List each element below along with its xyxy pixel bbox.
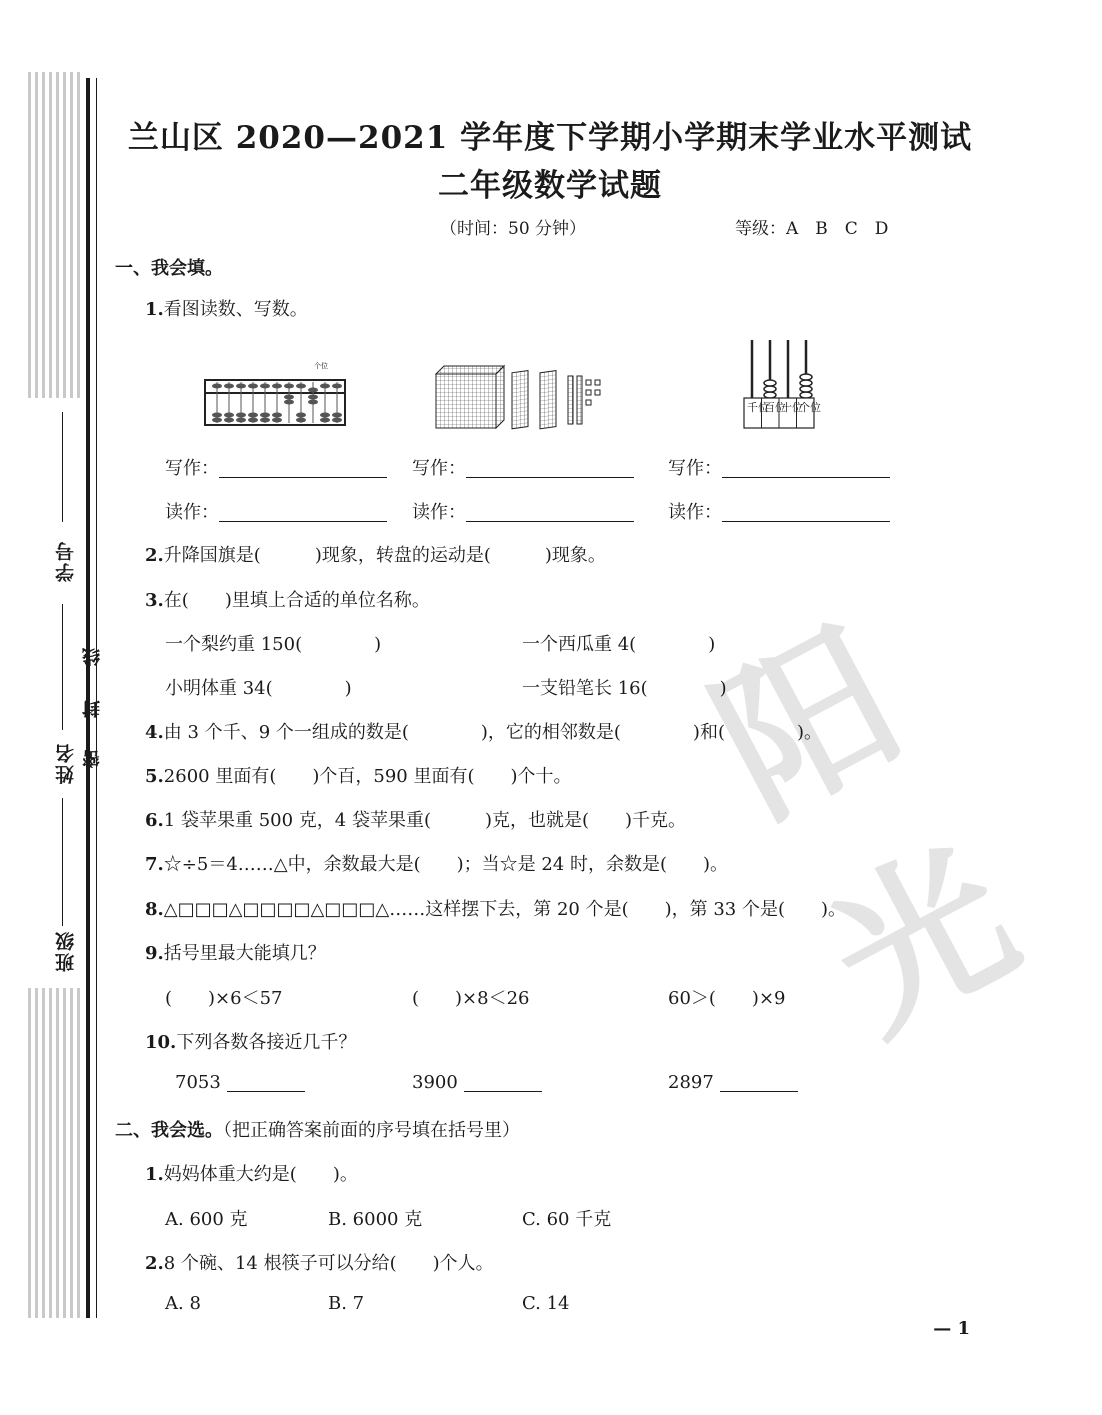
section2-title (115, 1116, 520, 1142)
section1-title: 一、我会填。 (115, 258, 223, 279)
question-number: 8. (145, 899, 164, 920)
question-number: 5. (145, 766, 164, 787)
margin-stripes-bottom (28, 988, 82, 1318)
section2-heading: 二、我会选。 (115, 1120, 223, 1141)
write-answer-3[interactable] (722, 459, 890, 478)
read-answer-1[interactable] (219, 503, 387, 522)
read-label: 读作： (668, 502, 722, 523)
q1-9-item-1: ( )×6＜57 (165, 988, 283, 1009)
q1-2 (145, 541, 606, 567)
q1-10-item-3 (668, 1072, 798, 1093)
exam-subtitle: 二年级数学试题 (438, 168, 662, 204)
question-number: 1. (145, 1164, 164, 1185)
margin-binding-line (86, 78, 90, 1318)
q1-1 (145, 295, 308, 321)
q1-9-item-2: ( )×8＜26 (412, 988, 530, 1009)
write-row-3 (668, 454, 890, 480)
number-value: 3900 (412, 1072, 458, 1093)
seal-seal: 封 (82, 700, 103, 718)
q2-2 (145, 1249, 494, 1275)
exam-time: （时间：50 分钟） (440, 219, 587, 239)
q2-1 (145, 1160, 358, 1186)
question-text: △□□□△□□□□△□□□△……这样摆下去，第 20 个是( )，第 33 个是( )。 (163, 899, 847, 920)
margin-stripes-top (28, 72, 82, 398)
base-ten-blocks-illustration (432, 360, 612, 432)
seal-secret: 密 (82, 750, 103, 768)
question-number: 7. (145, 854, 164, 875)
q1-6 (145, 806, 686, 832)
question-text: 2600 里面有( )个百，590 里面有( )个十。 (163, 766, 572, 787)
number-value: 7053 (175, 1072, 221, 1093)
q1-3-item-3: 小明体重 34( ) (165, 678, 352, 699)
number-value: 2897 (668, 1072, 714, 1093)
read-row-2 (412, 498, 634, 524)
q1-5 (145, 762, 572, 788)
q2-2-option-c[interactable]: C. 14 (522, 1293, 570, 1314)
question-text: 升降国旗是( )现象，转盘的运动是( )现象。 (163, 545, 606, 566)
read-answer-3[interactable] (722, 503, 890, 522)
read-label: 读作： (412, 502, 466, 523)
question-text: 看图读数、写数。 (163, 299, 308, 320)
abacus-place-label: 个位 (314, 362, 328, 370)
q1-3-item-2: 一个西瓜重 4( ) (522, 634, 716, 655)
question-number: 9. (145, 943, 164, 964)
grade-scale: 等级：A B C D (735, 219, 889, 239)
q2-1-option-b[interactable]: B. 6000 克 (328, 1209, 423, 1230)
question-text: ☆÷5＝4……△中，余数最大是( )；当☆是 24 时，余数是( )。 (163, 854, 729, 875)
q2-1-option-a[interactable]: A. 600 克 (165, 1209, 248, 1230)
question-number: 3. (145, 590, 164, 611)
question-number: 6. (145, 810, 164, 831)
q1-10 (145, 1028, 356, 1054)
question-text: 括号里最大能填几？ (163, 943, 326, 964)
answer-blank[interactable] (464, 1073, 542, 1092)
exam-title: 兰山区 2020—2021 学年度下学期小学期末学业水平测试 (127, 120, 973, 156)
q1-3-item-1: 一个梨约重 150( ) (165, 634, 382, 655)
q1-9-item-3: 60＞( )×9 (668, 988, 786, 1009)
q1-8 (145, 895, 846, 921)
class-label: 班级 (55, 930, 77, 972)
q1-9 (145, 939, 326, 965)
question-number: 10. (145, 1032, 177, 1053)
answer-blank[interactable] (720, 1073, 798, 1092)
q1-10-item-2 (412, 1072, 542, 1093)
q1-3-item-4: 一支铅笔长 16( ) (522, 678, 727, 699)
question-number: 2. (145, 545, 164, 566)
answer-blank[interactable] (227, 1073, 305, 1092)
read-answer-2[interactable] (466, 503, 634, 522)
student-id-label: 学号 (55, 540, 77, 582)
q1-3 (145, 586, 430, 612)
write-label: 写作： (412, 458, 466, 479)
section2-note: （把正确答案前面的序号填在括号里） (223, 1120, 520, 1141)
q1-10-item-1 (175, 1072, 305, 1093)
read-row-1 (165, 498, 387, 524)
name-blank (62, 604, 63, 730)
write-label: 写作： (165, 458, 219, 479)
q1-7 (145, 850, 728, 876)
question-text: 8 个碗、14 根筷子可以分给( )个人。 (163, 1253, 494, 1274)
question-text: 妈妈体重大约是( )。 (163, 1164, 358, 1185)
write-label: 写作： (668, 458, 722, 479)
write-row-1 (165, 454, 387, 480)
q2-2-option-a[interactable]: A. 8 (165, 1293, 201, 1314)
write-answer-2[interactable] (466, 459, 634, 478)
question-number: 2. (145, 1253, 164, 1274)
question-text: 由 3 个千、9 个一组成的数是( )，它的相邻数是( )和( )。 (163, 722, 822, 743)
margin-binding-line-thin (96, 78, 97, 1318)
write-row-2 (412, 454, 634, 480)
page-number: — 1 (933, 1318, 970, 1339)
q1-4 (145, 718, 822, 744)
write-answer-1[interactable] (219, 459, 387, 478)
place-label-thousands: 千位 (747, 401, 769, 414)
question-text: 1 袋苹果重 500 克，4 袋苹果重( )克，也就是( )千克。 (163, 810, 687, 831)
q2-2-option-b[interactable]: B. 7 (328, 1293, 365, 1314)
question-number: 1. (145, 299, 164, 320)
read-label: 读作： (165, 502, 219, 523)
watermark: 阳光 (686, 601, 1037, 1069)
place-label-ones: 个位 (799, 401, 821, 414)
abacus-illustration (200, 360, 350, 430)
question-text: 在( )里填上合适的单位名称。 (163, 590, 430, 611)
place-label-hundreds: 百位 (764, 401, 786, 414)
place-label-tens: 十位 (781, 401, 803, 414)
read-row-3 (668, 498, 890, 524)
name-label: 姓名 (55, 742, 77, 784)
question-number: 4. (145, 722, 164, 743)
student-id-blank (62, 412, 63, 522)
question-text: 下列各数各接近几千？ (176, 1032, 357, 1053)
counting-frame-illustration (742, 336, 821, 430)
seal-line: 线 (82, 648, 103, 666)
class-blank (62, 798, 63, 926)
q2-1-option-c[interactable]: C. 60 千克 (522, 1209, 612, 1230)
